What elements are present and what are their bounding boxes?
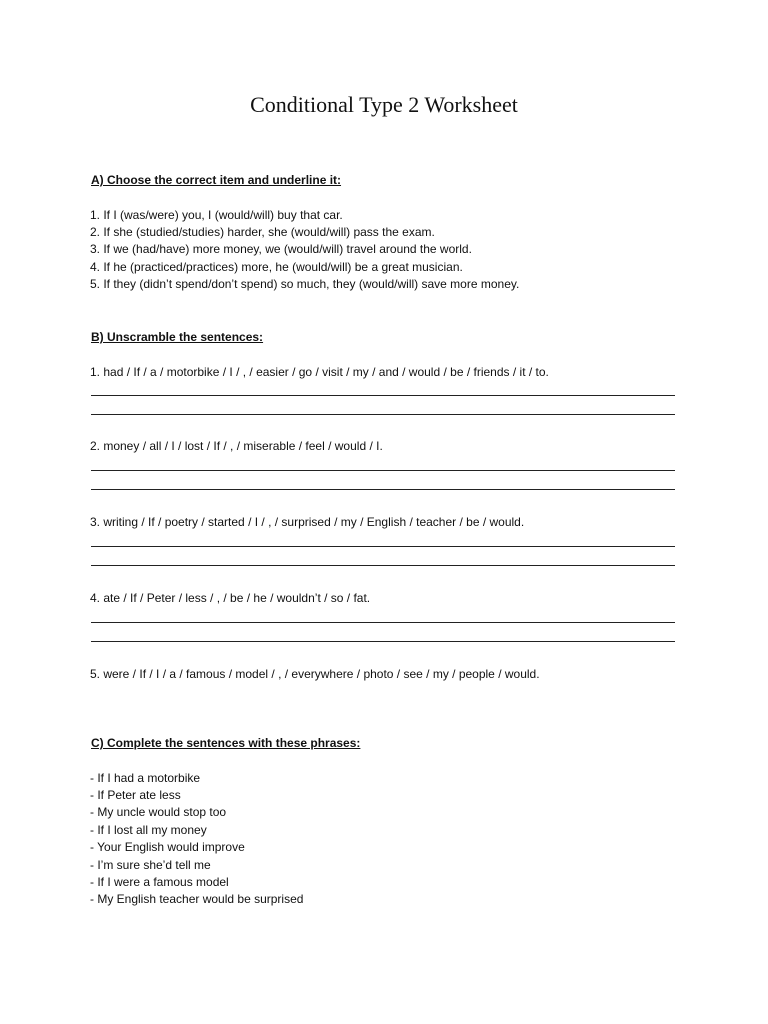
answer-line[interactable] xyxy=(91,489,675,490)
section-b-item-4: 4. ate / If / Peter / less / , / be / he / wouldn’t / so / fat. xyxy=(90,591,371,605)
section-a-item-2: 2. If she (studied/studies) harder, she (would/will) pass the exam. xyxy=(90,225,435,239)
phrase-item: - My English teacher would be surprised xyxy=(90,892,304,906)
phrase-item: - If Peter ate less xyxy=(90,788,181,802)
phrase-item: - Your English would improve xyxy=(90,840,245,854)
section-b-item-1: 1. had / If / a / motorbike / I / , / easier / go / visit / my / and / would / be / friends / it / to. xyxy=(90,365,549,379)
phrase-item: - If I had a motorbike xyxy=(90,771,201,785)
answer-line[interactable] xyxy=(91,470,675,471)
section-a-heading: A) Choose the correct item and underline it: xyxy=(91,173,342,187)
page-title: Conditional Type 2 Worksheet xyxy=(250,92,518,117)
section-a-item-5: 5. If they (didn’t spend/don’t spend) so much, they (would/will) save more money. xyxy=(90,277,520,291)
section-a-item-1: 1. If I (was/were) you, I (would/will) buy that car. xyxy=(90,208,343,222)
section-b-heading: B) Unscramble the sentences: xyxy=(91,330,264,344)
section-b-item-3: 3. writing / If / poetry / started / I / , / surprised / my / English / teacher / be / would. xyxy=(90,515,525,529)
answer-line[interactable] xyxy=(91,395,675,396)
section-b-item-5: 5. were / If / I / a / famous / model / , / everywhere / photo / see / my / people / would. xyxy=(90,667,540,681)
section-a-item-3: 3. If we (had/have) more money, we (would/will) travel around the world. xyxy=(90,242,472,256)
section-b-item-2: 2. money / all / I / lost / If / , / miserable / feel / would / I. xyxy=(90,439,383,453)
answer-line[interactable] xyxy=(91,565,675,566)
section-a-item-4: 4. If he (practiced/practices) more, he (would/will) be a great musician. xyxy=(90,260,463,274)
phrase-item: - If I lost all my money xyxy=(90,823,207,837)
answer-line[interactable] xyxy=(91,622,675,623)
answer-line[interactable] xyxy=(91,414,675,415)
phrase-item: - If I were a famous model xyxy=(90,875,229,889)
section-c-heading: C) Complete the sentences with these phrases: xyxy=(91,736,361,750)
phrase-item: - I’m sure she’d tell me xyxy=(90,858,211,872)
answer-line[interactable] xyxy=(91,641,675,642)
phrase-item: - My uncle would stop too xyxy=(90,805,227,819)
answer-line[interactable] xyxy=(91,546,675,547)
